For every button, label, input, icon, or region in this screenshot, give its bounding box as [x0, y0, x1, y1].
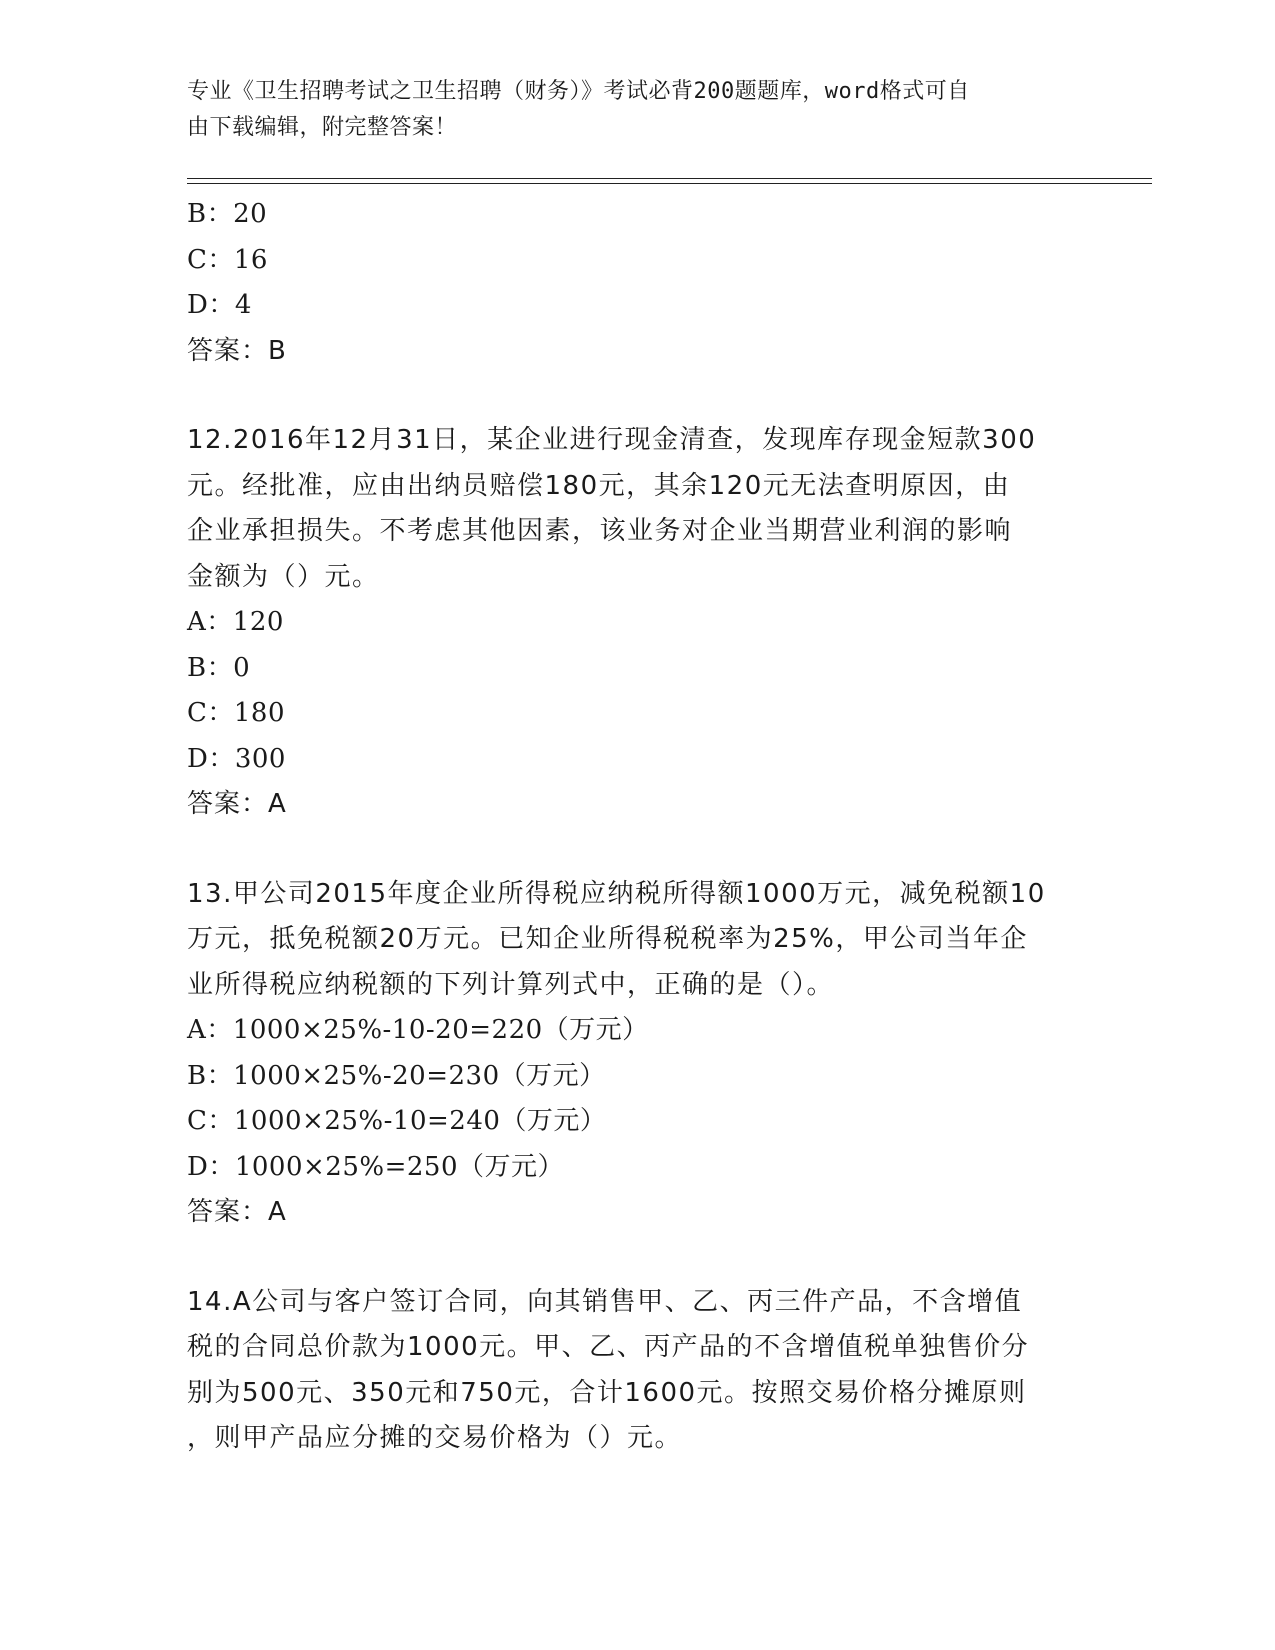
- q12-option-a: A：120: [187, 607, 284, 637]
- q12-text-line-2: 元。经批准，应由出纳员赔偿180元，其余120元无法查明原因，由: [187, 470, 1011, 501]
- spacer: [187, 374, 1087, 418]
- question-content: [187, 192, 1087, 1462]
- q13-answer: 答案：A: [187, 1197, 287, 1227]
- q13-option-c: C：1000×25%-10=240（万元）: [187, 1106, 607, 1136]
- q12-text-line-1: 12.2016年12月31日，某企业进行现金清查，发现库存现金短款300: [187, 425, 1037, 455]
- header-line-2: 由下载编辑，附完整答案！: [187, 115, 458, 140]
- question-13: [187, 872, 1087, 1236]
- question-14: [187, 1280, 1087, 1462]
- page-header: [187, 74, 1067, 146]
- q14-text-line-2: 税的合同总价款为1000元。甲、乙、丙产品的不含增值税单独售价分: [187, 1332, 1030, 1362]
- q11-option-d: D：4: [187, 290, 252, 320]
- q13-text-line-1: 13.甲公司2015年度企业所得税应纳税所得额1000万元，减免税额10: [187, 878, 1046, 909]
- q13-text-line-2: 万元，抵免税额20万元。已知企业所得税税率为25%，甲公司当年企: [187, 924, 1028, 954]
- question-12: [187, 418, 1087, 828]
- q12-option-b: B：0: [187, 652, 251, 683]
- spacer: [187, 828, 1087, 872]
- question-11: [187, 192, 1087, 374]
- q13-option-a: A：1000×25%-10-20=220（万元）: [187, 1015, 649, 1045]
- spacer: [187, 1236, 1087, 1280]
- header-rule-top: [187, 178, 1152, 179]
- q12-answer: 答案：A: [187, 789, 287, 819]
- q14-text-line-4: ，则甲产品应分摊的交易价格为（）元。: [187, 1423, 683, 1453]
- header-line-1: 专业《卫生招聘考试之卫生招聘（财务）》考试必背200题题库，word格式可自: [187, 79, 970, 104]
- q11-option-c: C：16: [187, 244, 268, 275]
- q11-option-b: B：20: [187, 199, 268, 229]
- q13-option-b: B：1000×25%-20=230（万元）: [187, 1060, 606, 1091]
- q12-text-line-3: 企业承担损失。不考虑其他因素，该业务对企业当期营业利润的影响: [187, 516, 1013, 546]
- q12-option-c: C：180: [187, 698, 286, 728]
- header-rule-bottom: [187, 183, 1152, 184]
- q14-text-line-1: 14.A公司与客户签订合同，向其销售甲、乙、丙三件产品，不含增值: [187, 1286, 1023, 1317]
- q14-text-line-3: 别为500元、350元和750元，合计1600元。按照交易价格分摊原则: [187, 1377, 1027, 1408]
- q12-option-d: D：300: [187, 743, 286, 774]
- q13-text-line-3: 业所得税应纳税额的下列计算列式中，正确的是（）。: [187, 969, 835, 1000]
- q12-text-line-4: 金额为（）元。: [187, 561, 380, 592]
- q11-answer: 答案：B: [187, 335, 287, 366]
- q13-option-d: D：1000×25%=250（万元）: [187, 1151, 564, 1182]
